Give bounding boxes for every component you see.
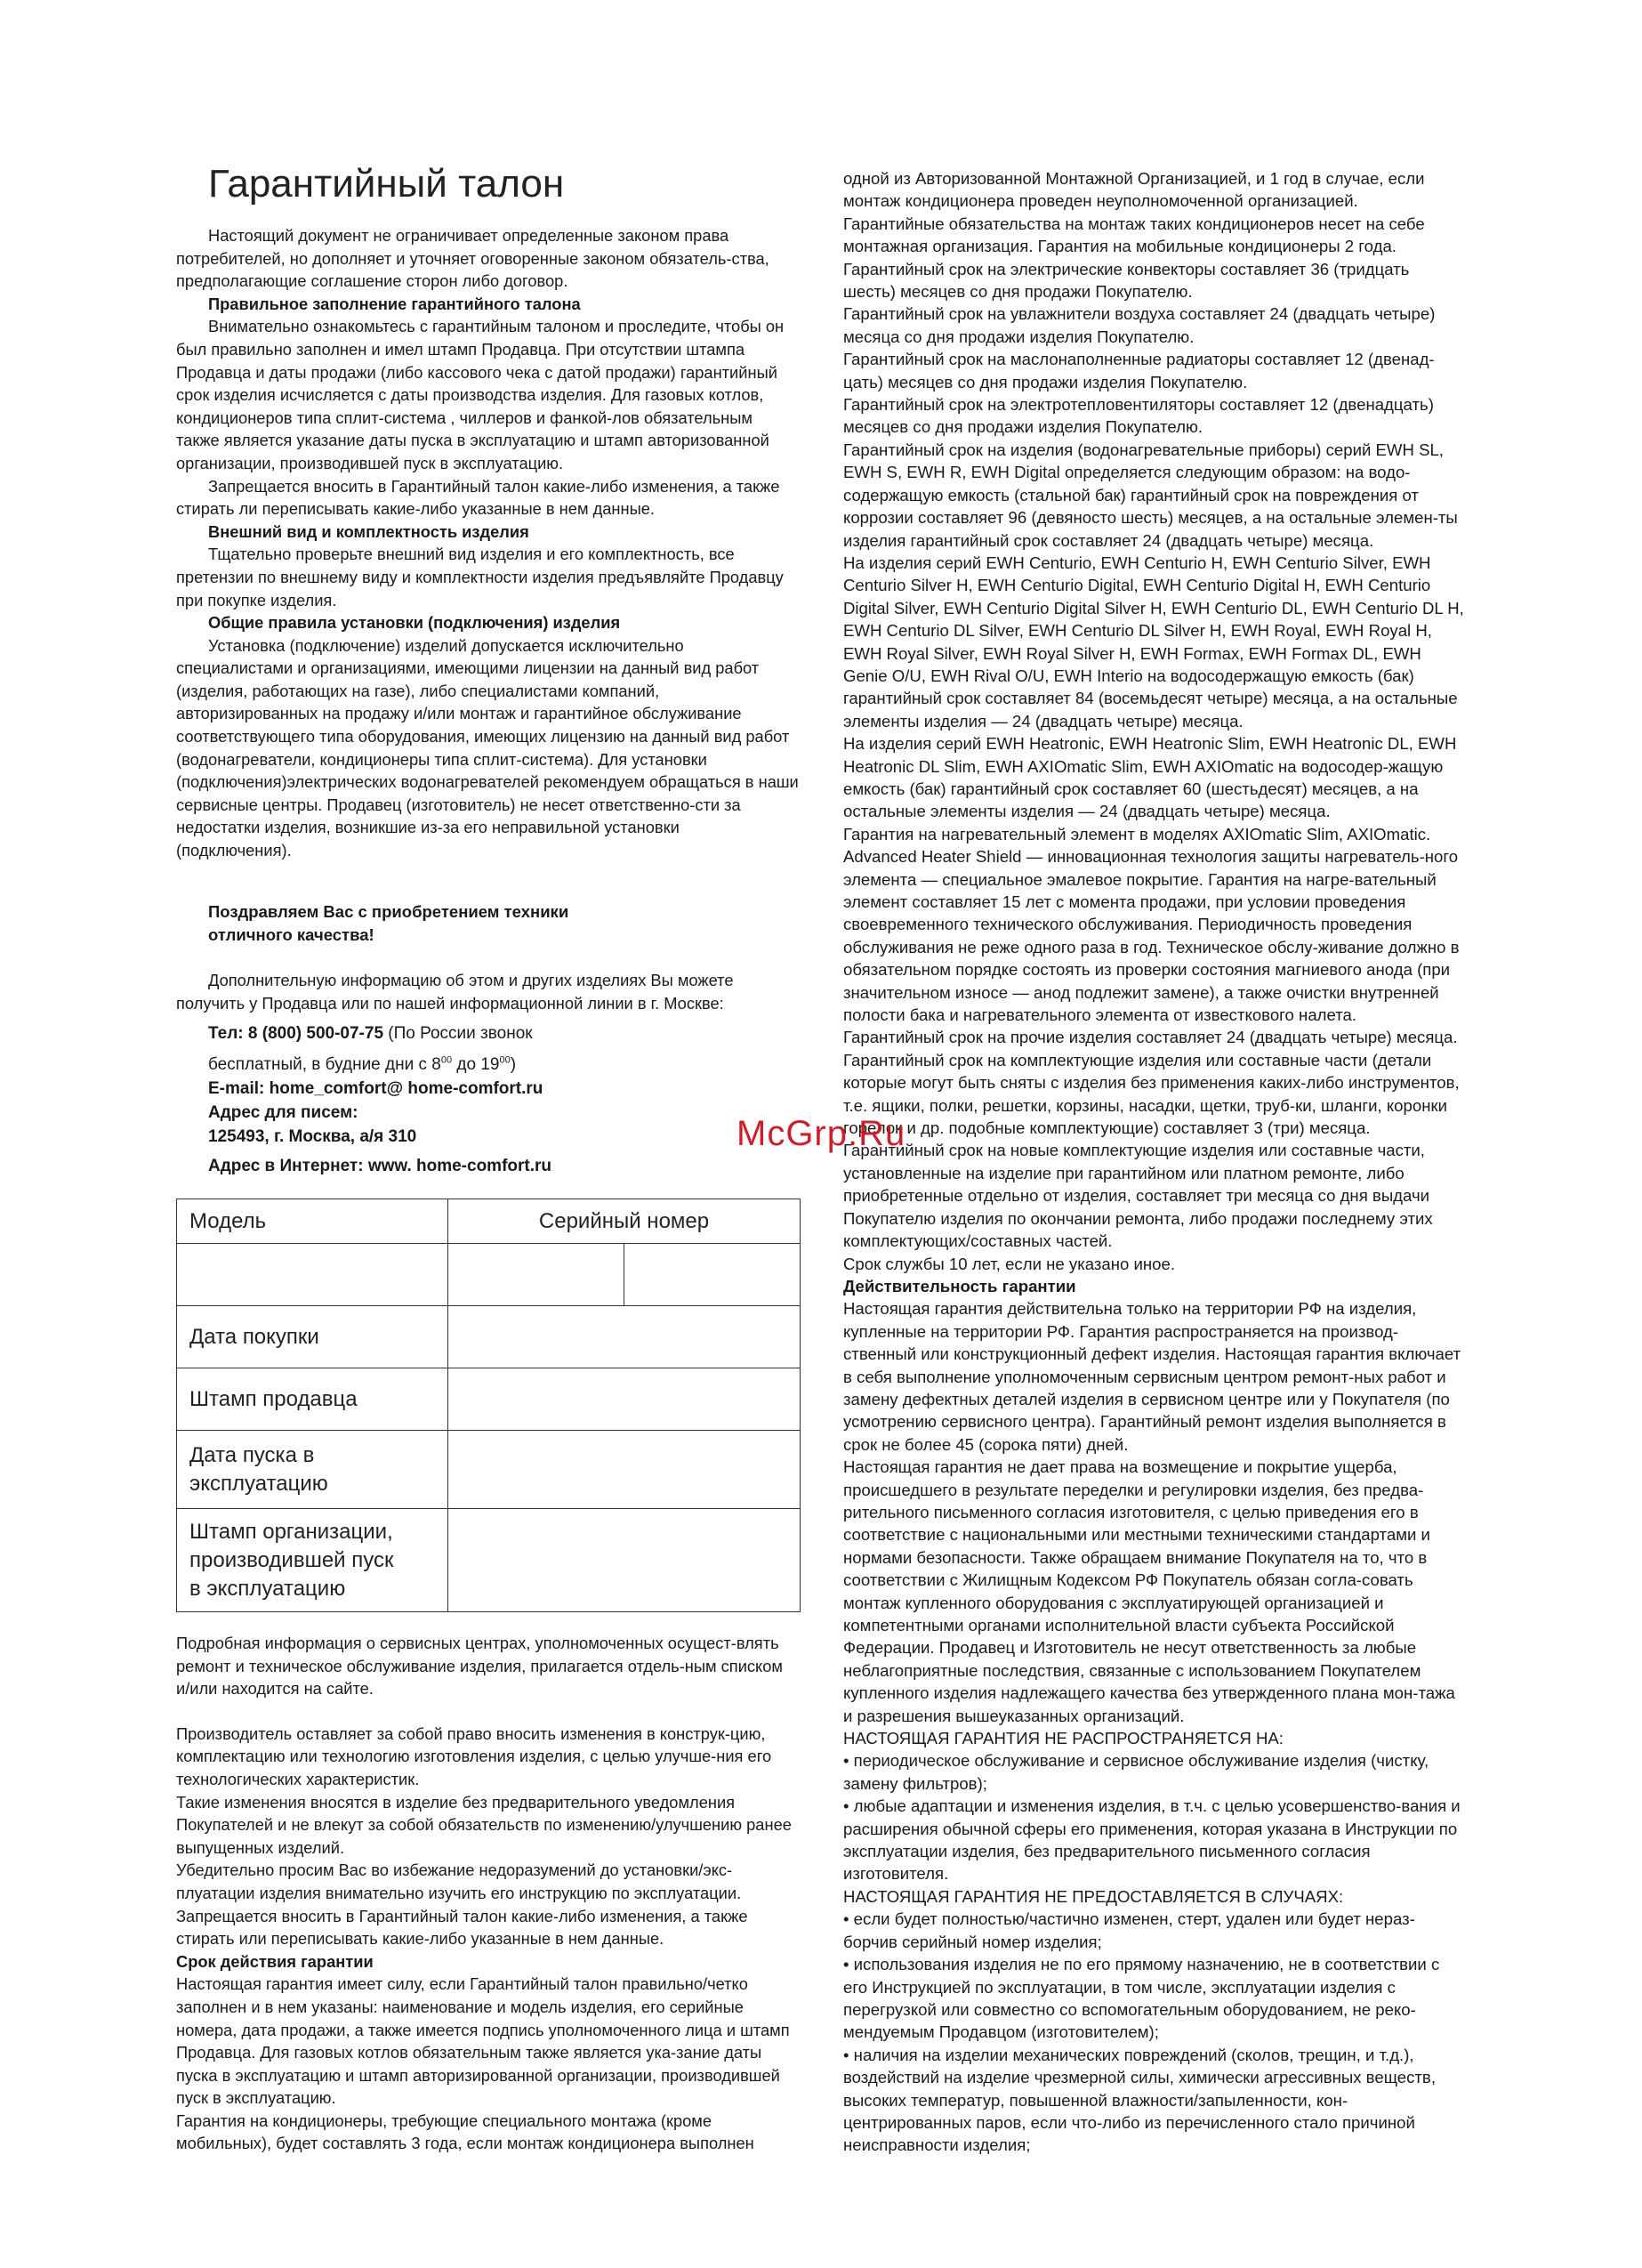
org-stamp-label (177, 1509, 448, 1612)
phone-note-1: (По России звонок (388, 1024, 533, 1043)
left-top-paragraph: Запрещается вносить в Гарантийный талон какие-либо изменения, а также стирать ли переписывать какие-либо указанные в нем данные. (176, 476, 780, 519)
right-paragraph: Гарантийный срок на электротепловентиляторы составляет 12 (двенадцать) месяцев со дня продажи изделия Покупателю. (843, 395, 1434, 437)
left-top-paragraph: Настоящий документ не ограничивает определенные законом права потребителей, но дополняет и уточняет оговоренные законом обязатель-ства, предполагающие соглашение сторон либо договор. (176, 226, 769, 291)
right-paragraph: • периодическое обслуживание и сервисное обслуживание изделия (чистку, замену фильтров); (843, 1751, 1429, 1793)
start-date-field[interactable] (448, 1431, 801, 1509)
right-paragraph: Гарантийный срок на новые комплектующие изделия или составные части, установленные на изделие при гарантийном или платном ремонте, либо приобретенные отдельно от изделия, составляет три месяца со дня выдачи Покупателю изделия по окончании ремонта, либо продажи последнему этих комплектующих/составных частей. (843, 1141, 1433, 1251)
org-stamp-line-1: Штамп организации, (189, 1519, 393, 1544)
right-paragraph: На изделия серий EWH Centurio, EWH Centurio H, EWH Centurio Silver, EWH Centurio Silver H, EWH Centurio Digital, EWH Centurio Digital H, EWH Centurio Digital Silver, EWH Centurio Digital Silver H, EWH Centurio DL, EWH Centurio DL H, EWH Centurio DL Silver, EWH Centurio DL Silver H, EWH Royal, EWH Royal H, EWH Royal Silver, EWH Royal Silver H, EWH Formax, EWH Formax DL, EWH Genie O/U, EWH Rival O/U, EWH Interio на водосодержащую емкость (бак) гарантийный срок составляет 84 (восемьдесят четыре) месяца, а на остальные элементы изделия — 24 (двадцать четыре) месяца. (843, 553, 1464, 730)
left-bottom-paragraph: Гарантия на кондиционеры, требующие специального монтажа (кроме мобильных), будет составлять 3 года, если монтаж кондиционера выполнен (176, 2111, 754, 2153)
left-column-bottom (176, 1632, 799, 2155)
right-paragraph: Гарантийный срок на маслонаполненные радиаторы составляет 12 (двенад-цать) месяцев со дня продажи изделия Покупателю. (843, 350, 1435, 391)
left-column-top (176, 224, 799, 862)
right-paragraph: Гарантийный срок на прочие изделия составляет 24 (двадцать четыре) месяца. (843, 1028, 1458, 1047)
website-link[interactable]: Адрес в Интернет: www. home-comfort.ru (208, 1157, 552, 1175)
right-paragraph: • наличия на изделии механических повреждений (сколов, трещин, и т.д.), воздействий на изделие чрезмерной силы, химически агрессивных веществ, высоких температур, повышенной влажности/запыленности, кон-центрированных паров, если что-либо из перечисленного стало причиной неисправности изделия; (843, 2045, 1436, 2155)
left-bottom-paragraph: Убедительно просим Вас во избежание недоразумений до установки/экс-плуатации изделия внимательно изучить его инструкцию по эксплуатации. (176, 1860, 742, 1902)
right-paragraph: Действительность гарантии (843, 1276, 1076, 1295)
model-field[interactable] (177, 1244, 448, 1306)
phone[interactable]: Тел: 8 (800) 500-07-75 (208, 1024, 384, 1043)
left-bottom-paragraph: Срок действия гарантии (176, 1951, 374, 1971)
left-top-paragraph: Установка (подключение) изделий допускается исключительно специалистами и организациями, имеющими лицензии на данный вид работ (изделия, работающих на газе), либо специалистами компаний, авторизированных на продажу и/или монтаж и гарантийное обслуживание соответствующего типа оборудования, имеющих лицензию на данный вид работ (водонагреватели, кондиционеры типа сплит-система). Для установки (подключения)электрических водонагревателей рекомендуем обращаться в наши сервисные центры. Продавец (изготовитель) не несет ответственно-сти за недостатки изделия, возникшие из-за его неправильной установки (подключения). (176, 635, 799, 860)
right-paragraph: • использования изделия не по его прямому назначению, не в соответствии с его Инструкцией по эксплуатации, в том числе, эксплуатации изделия с перегрузкой или совместно со вспомогательным оборудованием, не реко-мендуемым Продавцом (изготовителем); (843, 1955, 1440, 2042)
org-stamp-line-2: производившей пуск (189, 1547, 394, 1572)
serial-number-label: Серийный номер (448, 1199, 801, 1244)
right-paragraph: Настоящая гарантия действительна только на территории РФ на изделия, купленные на территории РФ. Гарантия распространяется на производ-ственный или конструкционный дефект изделия. Настоящая гарантия включает в себя выполнение уполномоченным сервисным центром ремонт-ных работ и замену дефектных деталей изделия в сервисном центре или у Покупателя (по усмотрению сервисного центра). Гарантийный ремонт изделия выполняется в срок не более 45 (сорока пяти) дней. (843, 1299, 1461, 1454)
congrats-line-1: Поздравляем Вас с приобретением техники (208, 902, 569, 921)
right-paragraph: • если будет полностью/частично изменен, стерт, удален или будет нераз-борчив серийный номер изделия; (843, 1909, 1415, 1951)
org-stamp-line-3: в эксплуатацию (189, 1576, 346, 1601)
phone-note-3: до 19 (452, 1055, 500, 1074)
model-label: Модель (177, 1199, 448, 1244)
right-column (843, 167, 1466, 2157)
right-paragraph: Гарантийный срок на изделия (водонагревательные приборы) серий EWH SL, EWH S, EWH R, EWH Digital определяется следующим образом: на водо-содержащую емкость (стальной бак) гарантийный срок на повреждения от коррозии составляет 96 (девяносто шесть) месяцев, а на остальные элемен-ты изделия гарантийный срок составляет 24 (двадцать четыре) месяца. (843, 440, 1458, 550)
left-bottom-paragraph: Запрещается вносить в Гарантийный талон какие-либо изменения, а также стирать или переписывать какие-либо указанные в нем данные. (176, 1906, 748, 1949)
right-paragraph: Срок службы 10 лет, если не указано иное. (843, 1254, 1176, 1273)
left-bottom-paragraph: Производитель оставляет за собой право вносить изменения в конструк-цию, комплектацию или технологию изготовления изделия, с целью улучше-ния его технологических характеристик. (176, 1723, 772, 1788)
right-paragraph: Гарантийные обязательства на монтаж таких кондиционеров несет на себе монтажная организация. Гарантия на мобильные кондиционеры 2 года. (843, 214, 1425, 256)
right-paragraph: На изделия серий EWH Heatronic, EWH Heatronic Slim, EWH Heatronic DL, EWH Heatronic DL Slim, EWH AXIOmatic Slim, EWH AXIOmatic на водосодер-жащую емкость (бак) гарантийный срок составляет 60 (шестьдесят) месяцев, а на остальные элементы изделия — 24 (двадцать четыре) месяца. (843, 734, 1457, 821)
right-paragraph: Гарантийный срок на комплектующие изделия или составные части (детали которые могут быть сняты с изделия без применения каких-либо инструментов, т.е. ящики, полки, решетки, корзины, насадки, щетки, труб-ки, шланги, коронки горелок и др. подобные комплектующие) составляет 3 (три) месяца. (843, 1050, 1460, 1138)
contact-block (208, 1021, 795, 1178)
serial-field-2[interactable] (624, 1244, 801, 1306)
phone-note-4: ) (510, 1055, 517, 1074)
hours-to-sup: 00 (499, 1054, 511, 1066)
email-link[interactable]: E-mail: home_comfort@ home-comfort.ru (208, 1079, 543, 1098)
seller-stamp-label: Штамп продавца (177, 1368, 448, 1431)
hours-from-sup: 00 (440, 1054, 453, 1066)
start-date-label (177, 1431, 448, 1509)
left-top-paragraph: Внешний вид и комплектность изделия (208, 521, 529, 541)
right-paragraph: Настоящая гарантия не дает права на возмещение и покрытие ущерба, происшедшего в результате переделки и регулировки изделия, без предва-рительного письменного согласия изготовителя, с целью приведения его в соответствие с национальными или местными техническими стандартами и нормами безопасности. Также обращаем внимание Покупателя на то, что в соответствии с Жилищным Кодексом РФ Покупатель обязан согла-совать монтаж купленного оборудования с эксплуатирующей организацией и компетентными органами исполнительной власти субъекта Российской Федерации. Продавец и Изготовитель не несут ответственность за любые неблагоприятные последствия, связанные с использованием Покупателем купленного изделия надлежащего качества без утвержденного плана мон-тажа и разрешения вышеуказанных организаций. (843, 1457, 1455, 1725)
phone-note-2: бесплатный, в будние дни с 8 (208, 1055, 441, 1074)
left-top-paragraph: Тщательно проверьте внешний вид изделия и его комплектность, все претензии по внешнему виду и комплектности изделия предъявляйте Продавцу при покупке изделия. (176, 545, 784, 609)
right-paragraph: Гарантийный срок на увлажнители воздуха составляет 24 (двадцать четыре) месяца со дня продажи изделия Покупателю. (843, 304, 1436, 346)
right-paragraph: НАСТОЯЩАЯ ГАРАНТИЯ НЕ ПРЕДОСТАВЛЯЕТСЯ В СЛУЧАЯХ: (843, 1886, 1344, 1906)
left-bottom-paragraph: Подробная информация о сервисных центрах, уполномоченных осущест-влять ремонт и техническое обслуживание изделия, прилагается отдель-ным списком и/или находится на сайте. (176, 1634, 783, 1699)
org-stamp-field[interactable] (448, 1509, 801, 1612)
congrats-line-2: отличного качества! (208, 924, 374, 944)
post-label: Адрес для писем: (208, 1103, 358, 1122)
left-top-paragraph: Правильное заполнение гарантийного талона (208, 294, 581, 313)
left-bottom-paragraph: Такие изменения вносятся в изделие без предварительного уведомления Покупателей и не влекут за собой обязательств по изменению/улучшению ранее выпущенных изделий. (176, 1792, 792, 1857)
right-paragraph: одной из Авторизованной Монтажной Организацией, и 1 год в случае, если монтаж кондиционера проведен неуполномоченной организацией. (843, 169, 1425, 211)
seller-stamp-field[interactable] (448, 1368, 801, 1431)
left-top-paragraph: Общие правила установки (подключения) изделия (208, 613, 621, 633)
right-paragraph: Гарантийный срок на электрические конвекторы составляет 36 (тридцать шесть) месяцев со дня продажи Покупателю. (843, 259, 1410, 302)
extra-info (176, 969, 799, 1014)
purchase-date-label: Дата покупки (177, 1306, 448, 1368)
warranty-card-table (176, 1199, 801, 1612)
post-address: 125493, г. Москва, а/я 310 (208, 1127, 417, 1146)
left-bottom-paragraph: Настоящая гарантия имеет силу, если Гарантийный талон правильно/четко заполнен и в нем указаны: наименование и модель изделия, его серийные номера, дата продажи, а также имеется подпись уполномоченного лица и штамп Продавца. Для газовых котлов обязательным также является ука-зание даты пуска в эксплуатацию и штамп авторизированной организации, производившей пуск в эксплуатацию. (176, 1974, 790, 2108)
extra-info-text: Дополнительную информацию об этом и других изделиях Вы можете получить у Продавца или по нашей информационной линии в г. Москве: (176, 971, 734, 1013)
right-paragraph: • любые адаптации и изменения изделия, в т.ч. с целью усовершенство-вания и расширения обычной сферы его применения, которая указана в Инструкции по эксплуатации изделия, без предварительного письменного согласия изготовителя. (843, 1796, 1461, 1884)
start-date-line-1: Дата пуска в (189, 1442, 315, 1467)
right-paragraph: НАСТОЯЩАЯ ГАРАНТИЯ НЕ РАСПРОСТРАНЯЕТСЯ НА: (843, 1729, 1284, 1748)
right-paragraph: Гарантия на нагревательный элемент в моделях AXIOmatic Slim, AXIOmatic. Advanced Heater Shield — инновационная технология защиты нагреватель-ного элемента — специальное эмалевое покрытие. Гарантия на нагре-вательный элемент составляет 15 лет с момента продажи, при условии проведения своевременного технического обслуживания. Периодичность проведения обслуживания не реже одного раза в год. Техническое обслу-живание должно в обязательном порядке состоять из проверки состояния магниевого анода (при значительном износе — анод подлежит замене), а также очистки внутренней полости бака и нагревательного элемента от известкового налета. (843, 824, 1460, 1025)
start-date-line-2: эксплуатацию (189, 1471, 328, 1496)
serial-field-1[interactable] (448, 1244, 624, 1306)
purchase-date-field[interactable] (448, 1306, 801, 1368)
congratulations (208, 900, 795, 946)
left-top-paragraph: Внимательно ознакомьтесь с гарантийным талоном и проследите, чтобы он был правильно заполнен и имел штамп Продавца. При отсутствии штампа Продавца и даты продажи (либо кассового чека с датой продажи) гарантийный срок изделия исчисляется с даты производства изделия. Для газовых котлов, кондиционеров типа сплит-система , чиллеров и фанкой-лов обязательным также является указание даты пуска в эксплуатацию и штамп авторизованной организации, производившей пуск в эксплуатацию. (176, 317, 785, 472)
page-title: Гарантийный талон (208, 162, 565, 206)
watermark-logo: McGrp.Ru (736, 1114, 906, 1153)
